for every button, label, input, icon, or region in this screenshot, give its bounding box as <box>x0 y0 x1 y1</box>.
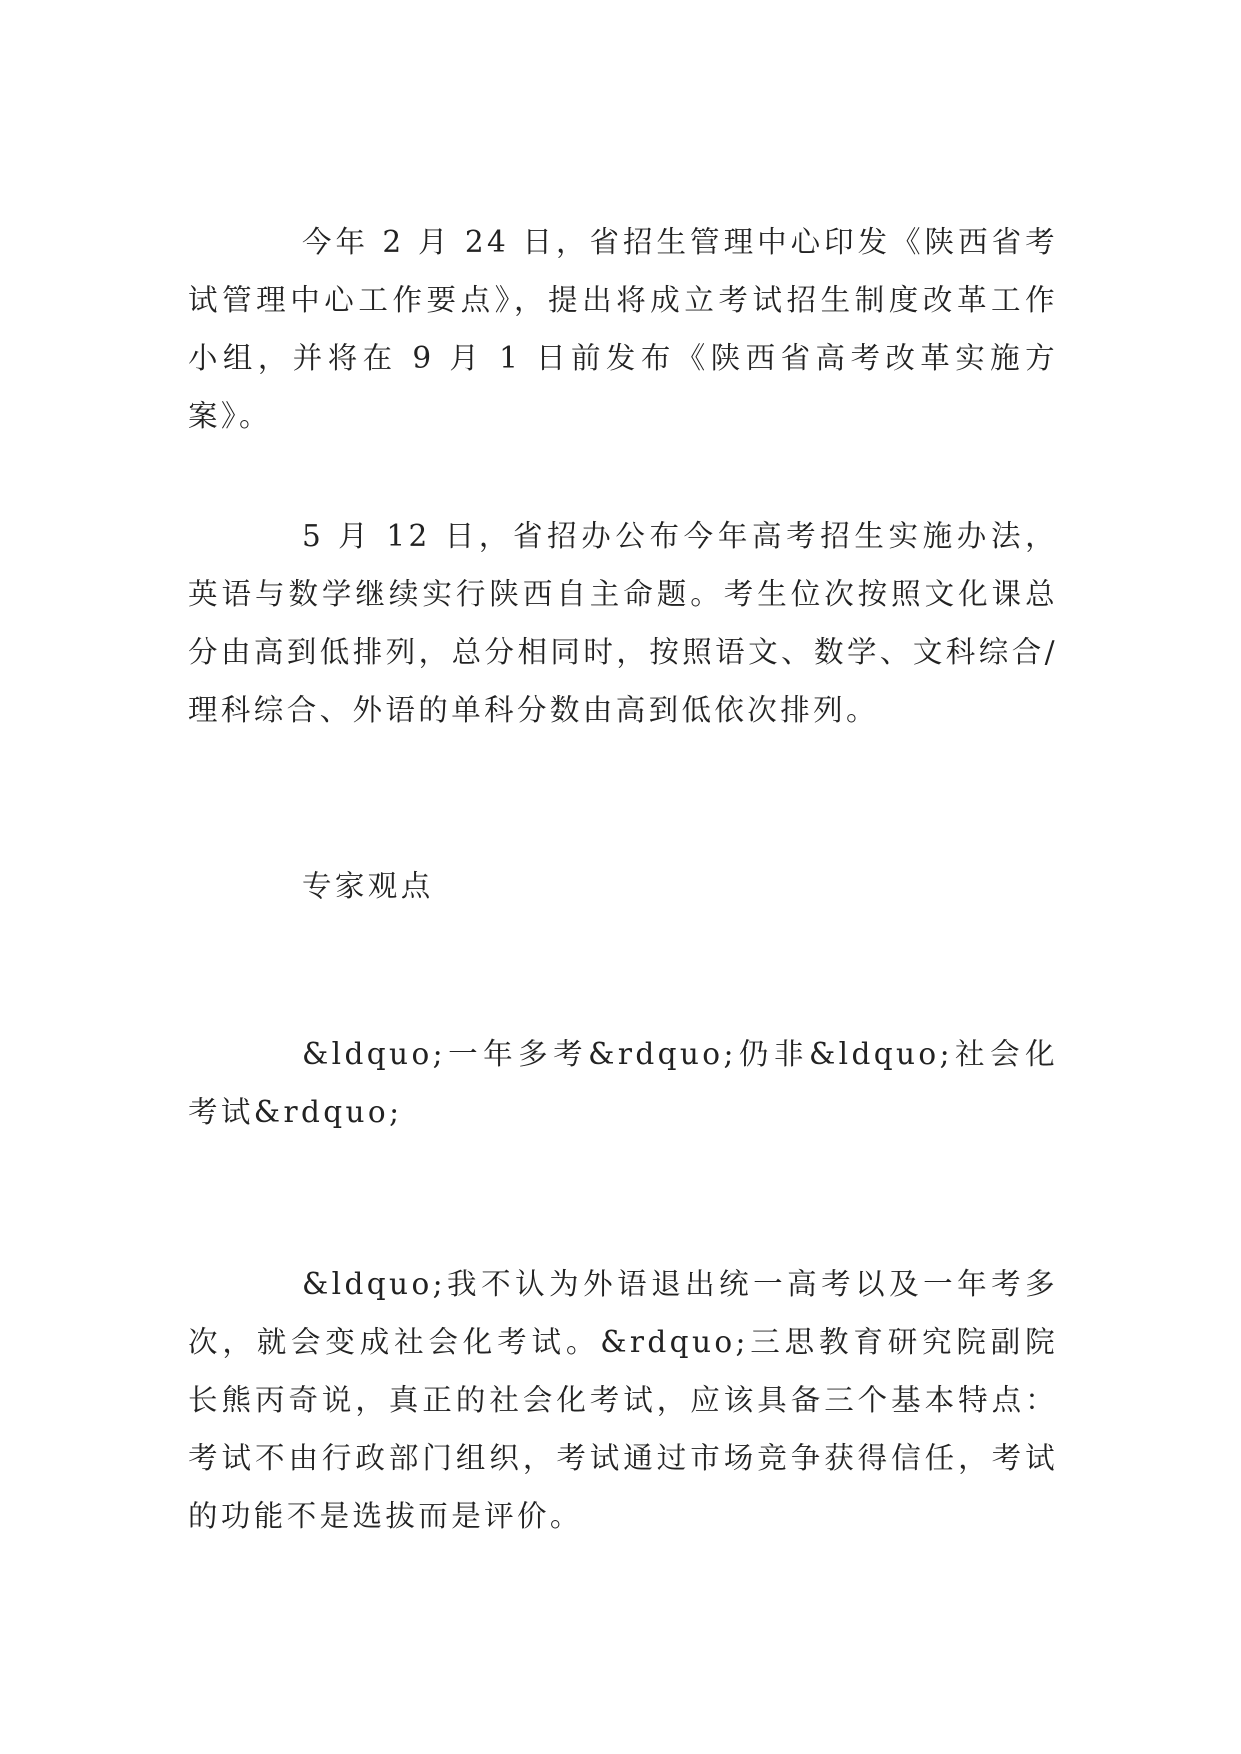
paragraph-expert-quote: &ldquo;我不认为外语退出统一高考以及一年考多次，就会变成社会化考试。&rdquo;三思教育研究院副院长熊丙奇说，真正的社会化考试，应该具备三个基本特点：考试不由行政部门组织，考试通过市场竞争获得信任，考试的功能不是选拔而是评价。 <box>188 1267 1058 1533</box>
section-heading-expert-view: 专家观点 <box>302 869 434 903</box>
paragraph-reform-plan: 今年 2 月 24 日，省招生管理中心印发《陕西省考试管理中心工作要点》，提出将成立考试招生制度改革工作小组，并将在 9 月 1 日前发布《陕西省高考改革实施方案》。 <box>188 225 1058 433</box>
paragraph-admission-rules: 5 月 12 日，省招办公布今年高考招生实施办法，英语与数学继续实行陕西自主命题。考生位次按照文化课总分由高到低排列，总分相同时，按照语文、数学、文科综合/理科综合、外语的单科分数由高到低依次排列。 <box>188 519 1058 727</box>
paragraph-subheading: &ldquo;一年多考&rdquo;仍非&ldquo;社会化考试&rdquo; <box>188 1037 1058 1129</box>
